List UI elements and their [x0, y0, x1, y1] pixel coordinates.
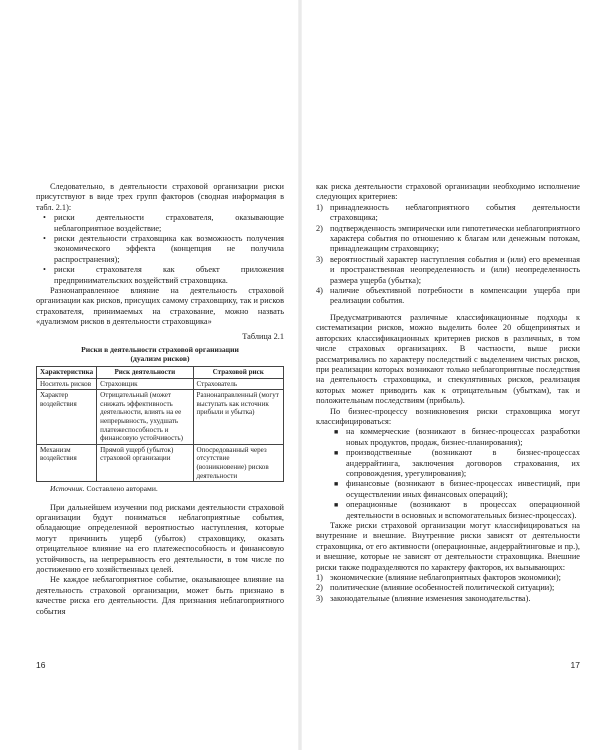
square-bullet-icon: ■: [334, 501, 339, 510]
intro-paragraph: Следовательно, в деятельности страховой организации риски присутствуют в виде трех групп факторов (сводная информация в табл. 2.1):: [36, 182, 284, 212]
source-label: Источник.: [50, 484, 85, 494]
list-item: [316, 255, 580, 286]
table-row: [37, 444, 284, 481]
square-bullet-icon: ■: [334, 449, 339, 458]
list-item-text: наличие объективной потребности в компенсации ущерба при реализации события.: [330, 286, 580, 306]
table-cell: Опосредованный через отсутствие (возникновение) рисков деятельности: [193, 444, 284, 481]
square-bullet-icon: ■: [334, 428, 339, 437]
list-item: [316, 286, 580, 307]
list-item-text: риски деятельности страхователя, оказывающие неблагоприятное воздействие;: [54, 213, 284, 233]
list-item-text: законодательные (влияние изменения законодательства).: [330, 593, 531, 603]
list-item-text: производственные (возникают в бизнес-процессах андеррайтинга, заключения договоров страхования, их сопровождения, урегулирования);: [346, 448, 580, 478]
table-title-line-1: Риски в деятельности страховой организации: [81, 345, 239, 355]
list-number: 3): [316, 254, 323, 264]
list-number: 2): [316, 583, 323, 593]
list-item-text: риски деятельности страховщика как возможность получения экономического эффекта (концепция не получила распространения);: [54, 234, 284, 264]
list-number: 1): [316, 573, 323, 583]
source-text: Составлено авторами.: [86, 484, 158, 494]
square-bullet-icon: ■: [334, 480, 339, 489]
table-header-row: [37, 367, 284, 379]
table-source-note: [36, 484, 284, 494]
table-row: [37, 390, 284, 445]
list-item-text: подтвержденность эмпирически или гипотетически неблагоприятного характера события по отношению к благам или денежным потокам, принадлежащим страховщику;: [330, 223, 580, 254]
list-item: [316, 448, 580, 479]
list-item: [316, 500, 580, 521]
list-item: [316, 203, 580, 224]
list-item-text: на коммерческие (возникают в бизнес-процессах разработки новых продуктов, продаж, бизнес-планирования);: [346, 427, 580, 447]
list-item-text: риски страхователя как объект приложения предпринимательских воздействий страховщика.: [54, 265, 284, 285]
table-header-cell: Риск деятельности: [97, 367, 193, 379]
list-number: 2): [316, 223, 323, 233]
table-cell: Страхователь: [193, 378, 284, 390]
left-page-column: [36, 182, 284, 617]
risk-dualism-table: [36, 366, 284, 482]
table-cell: Страховщик: [97, 378, 193, 390]
list-item-text: финансовые (возникают в бизнес-процессах инвестиций, при осуществлении иных финансовых операций);: [346, 479, 580, 499]
study-paragraph: При дальнейшем изучении под рисками деятельности страховой организации будут пониматься неблагоприятные события, обладающие определенной вероятностью наступления, которые могут причинить ущерб (убыток) страховщику, оказать отрицательное влияние на его платежеспособность и финансовую устойчивость, на непрерывность его деятельности, в том числе по достижению его хозяйственных целей.: [36, 502, 284, 575]
table-label: Таблица 2.1: [242, 331, 284, 341]
list-number: 1): [316, 202, 323, 212]
classification-paragraph: Предусматриваются различные классификационные подходы к систематизации рисков, можно выделить более 20 общепринятых и авторских классификационных критериев рисков в различных, в том числе страховых организациях. В частности, выше риски рассматривались по характеру последствий с выделением чистых рисков, при реализации которых возникают только неблагоприятные последствия на деятельность страховщика, и спекулятивных рисков, реализация которых может приводить как к отрицательным (убыткам), так и положительным последствиям (прибыль).: [316, 312, 580, 406]
list-item: [316, 583, 580, 593]
table-header-cell: Страховой риск: [193, 367, 284, 379]
continuation-paragraph: как риска деятельности страховой организации необходимо исполнение следующих критериев:: [316, 182, 580, 202]
list-item-text: принадлежность неблагоприятного события деятельности страховщика;: [330, 202, 580, 223]
table-title: [36, 345, 284, 363]
table-cell: Разнонаправленный (могут выступать как источник прибыли и убытка): [193, 390, 284, 445]
business-process-paragraph: По бизнес-процессу возникновения риски страховщика могут классифицироваться:: [316, 406, 580, 426]
table-header-cell: Характеристика: [37, 367, 97, 379]
list-number: 3): [316, 593, 323, 603]
right-page: [300, 0, 600, 750]
list-item-text: экономические (влияние неблагоприятных факторов экономики);: [330, 573, 561, 583]
page-number-left: 16: [36, 660, 46, 670]
table-cell: Механизм воздействия: [37, 444, 97, 481]
list-number: 4): [316, 286, 323, 296]
right-page-column: [316, 182, 580, 604]
list-item: [316, 573, 580, 583]
table-cell: Характер воздействия: [37, 390, 97, 445]
list-item: [316, 427, 580, 448]
internal-external-paragraph: Также риски страховой организации могут классифицироваться на внутренние и внешние. Внутренние риски зависят от деятельности страховщика, от его активности (операционные, андеррайтинговые и пр.), и внешние, которые не зависят от деятельности страховщика. Внешние риски также подразделяются по характеру факторов, их вызывающих:: [316, 521, 580, 572]
list-item: [316, 479, 580, 500]
table-cell: Отрицательный (может снижать эффективность деятельности, влиять на ее непрерывность, ухудшать платежеспособность и финансовую устойчивость): [97, 390, 193, 445]
table-cell: Прямой ущерб (убыток) страховой организации: [97, 444, 193, 481]
table-row: [37, 378, 284, 390]
list-item-text: вероятностный характер наступления события и (или) его временная и пространственная неопределенность и (или) неопределенность размера ущерба (убытка);: [330, 254, 580, 285]
business-risk-list: [316, 427, 580, 521]
list-item: [316, 594, 580, 604]
table-title-line-2: (дуализм рисков): [130, 354, 190, 364]
page-number-right: 17: [570, 660, 580, 670]
list-item-text: операционные (возникают в процессах операционной деятельности в основных и вспомогательных бизнес-процессах).: [346, 500, 580, 520]
criteria-list: [316, 203, 580, 307]
list-item: • риски страхователя как объект приложения предпринимательских воздействий страховщика.: [43, 265, 284, 285]
external-risk-list: [316, 573, 580, 604]
list-item: • риски деятельности страхователя, оказывающие неблагоприятное воздействие;: [43, 213, 284, 233]
dualism-paragraph: Разнонаправленное влияние на деятельность страховой организации как рисков, присущих самому страховщику, так и рисков страхователя, принимаемых на страхование, можно назвать «дуализмом рисков в деятельности страховщика»: [36, 286, 284, 327]
list-item: [316, 224, 580, 255]
list-item-text: политические (влияние особенностей политической ситуации);: [330, 583, 555, 593]
list-item: • риски деятельности страховщика как возможность получения экономического эффекта (концепция не получила распространения);: [43, 234, 284, 264]
risk-groups-list: [36, 213, 284, 286]
event-paragraph: Не каждое неблагоприятное событие, оказывающее влияние на деятельность страховой организации, может быть признано в качестве риска его деятельности. Для признания неблагоприятного события: [36, 575, 284, 616]
table-cell: Носитель рисков: [37, 378, 97, 390]
